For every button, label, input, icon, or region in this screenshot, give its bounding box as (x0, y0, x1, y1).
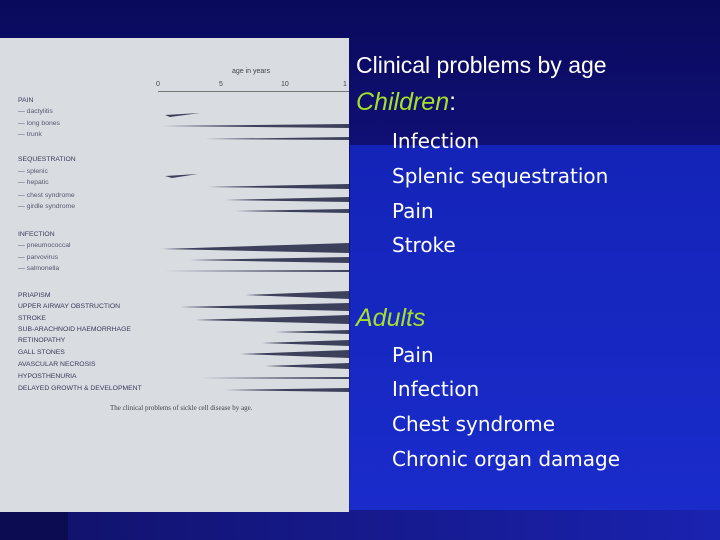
figure-label: — dactylitis (18, 108, 53, 115)
adults-item: Chest syndrome (392, 412, 555, 436)
bar-avascular (265, 363, 349, 369)
figure-label: — hepatic (18, 179, 49, 186)
figure-label: SUB-ARACHNOID HAEMORRHAGE (18, 326, 131, 333)
figure-label: — trunk (18, 131, 42, 138)
figure-label: INFECTION (18, 231, 55, 238)
slide-title: Clinical problems by age (356, 52, 607, 78)
figure-label: SEQUESTRATION (18, 156, 76, 163)
scanned-figure (0, 38, 349, 512)
figure-label: UPPER AIRWAY OBSTRUCTION (18, 303, 121, 310)
children-item: Stroke (392, 233, 456, 257)
bar-retinopathy (262, 340, 349, 346)
bar-salmonella (165, 270, 349, 272)
figure-tick: 1 (343, 81, 347, 88)
bar-pneumococcal (162, 243, 349, 253)
figure-axis-title: age in years (232, 68, 271, 75)
figure-label: — salmonella (18, 265, 60, 272)
figure-caption: The clinical problems of sickle cell disease by age. (110, 404, 253, 412)
figure-label: STROKE (18, 315, 46, 322)
bar-priapism (245, 291, 349, 299)
adults-item: Pain (392, 343, 434, 367)
bar-stroke (195, 315, 349, 324)
corner-square (0, 510, 68, 540)
children-item: Infection (392, 129, 480, 153)
bar-hyposthenuria (200, 377, 349, 379)
children-heading (356, 88, 456, 117)
children-item: Pain (392, 199, 434, 223)
bar-sah (275, 330, 349, 334)
children-heading-text: Children (356, 88, 450, 116)
bottom-strip (0, 510, 720, 540)
bar-dactylitis (165, 113, 200, 117)
figure-label: PAIN (18, 97, 34, 104)
figure-bars (0, 38, 349, 512)
bar-splenic (165, 174, 198, 178)
bar-parvovirus (190, 257, 349, 263)
children-heading-colon: : (449, 88, 457, 116)
figure-label: PRIAPISM (18, 292, 51, 299)
bar-delayed-growth (225, 388, 349, 392)
figure-tick: 0 (156, 81, 160, 88)
figure-label: — long bones (18, 120, 60, 127)
figure-label: — parvovirus (18, 254, 59, 261)
figure-label: — girdle syndrome (18, 203, 76, 210)
figure-label: — pneumococcal (18, 242, 71, 249)
bar-hepatic (208, 184, 349, 189)
adults-heading: Adults (356, 304, 426, 332)
adults-item: Infection (392, 377, 480, 401)
figure-tick: 10 (281, 81, 289, 88)
figure-tick: 5 (219, 81, 223, 88)
figure-label: HYPOSTHENURIA (18, 373, 77, 380)
figure-label: AVASCULAR NECROSIS (18, 361, 96, 368)
figure-label: RETINOPATHY (18, 337, 66, 344)
figure-label: DELAYED GROWTH & DEVELOPMENT (18, 385, 142, 392)
children-item: Splenic sequestration (392, 164, 609, 188)
bar-long-bones (162, 124, 349, 128)
bar-airway (180, 303, 349, 311)
figure-label: — chest syndrome (18, 192, 75, 199)
bar-chest-syndrome (225, 197, 349, 202)
bar-gall-stones (240, 350, 349, 358)
bar-girdle-syndrome (235, 209, 349, 213)
adults-item: Chronic organ damage (392, 447, 621, 471)
figure-label: GALL STONES (18, 349, 65, 356)
bar-trunk (205, 137, 349, 140)
figure-label: — splenic (18, 168, 48, 175)
